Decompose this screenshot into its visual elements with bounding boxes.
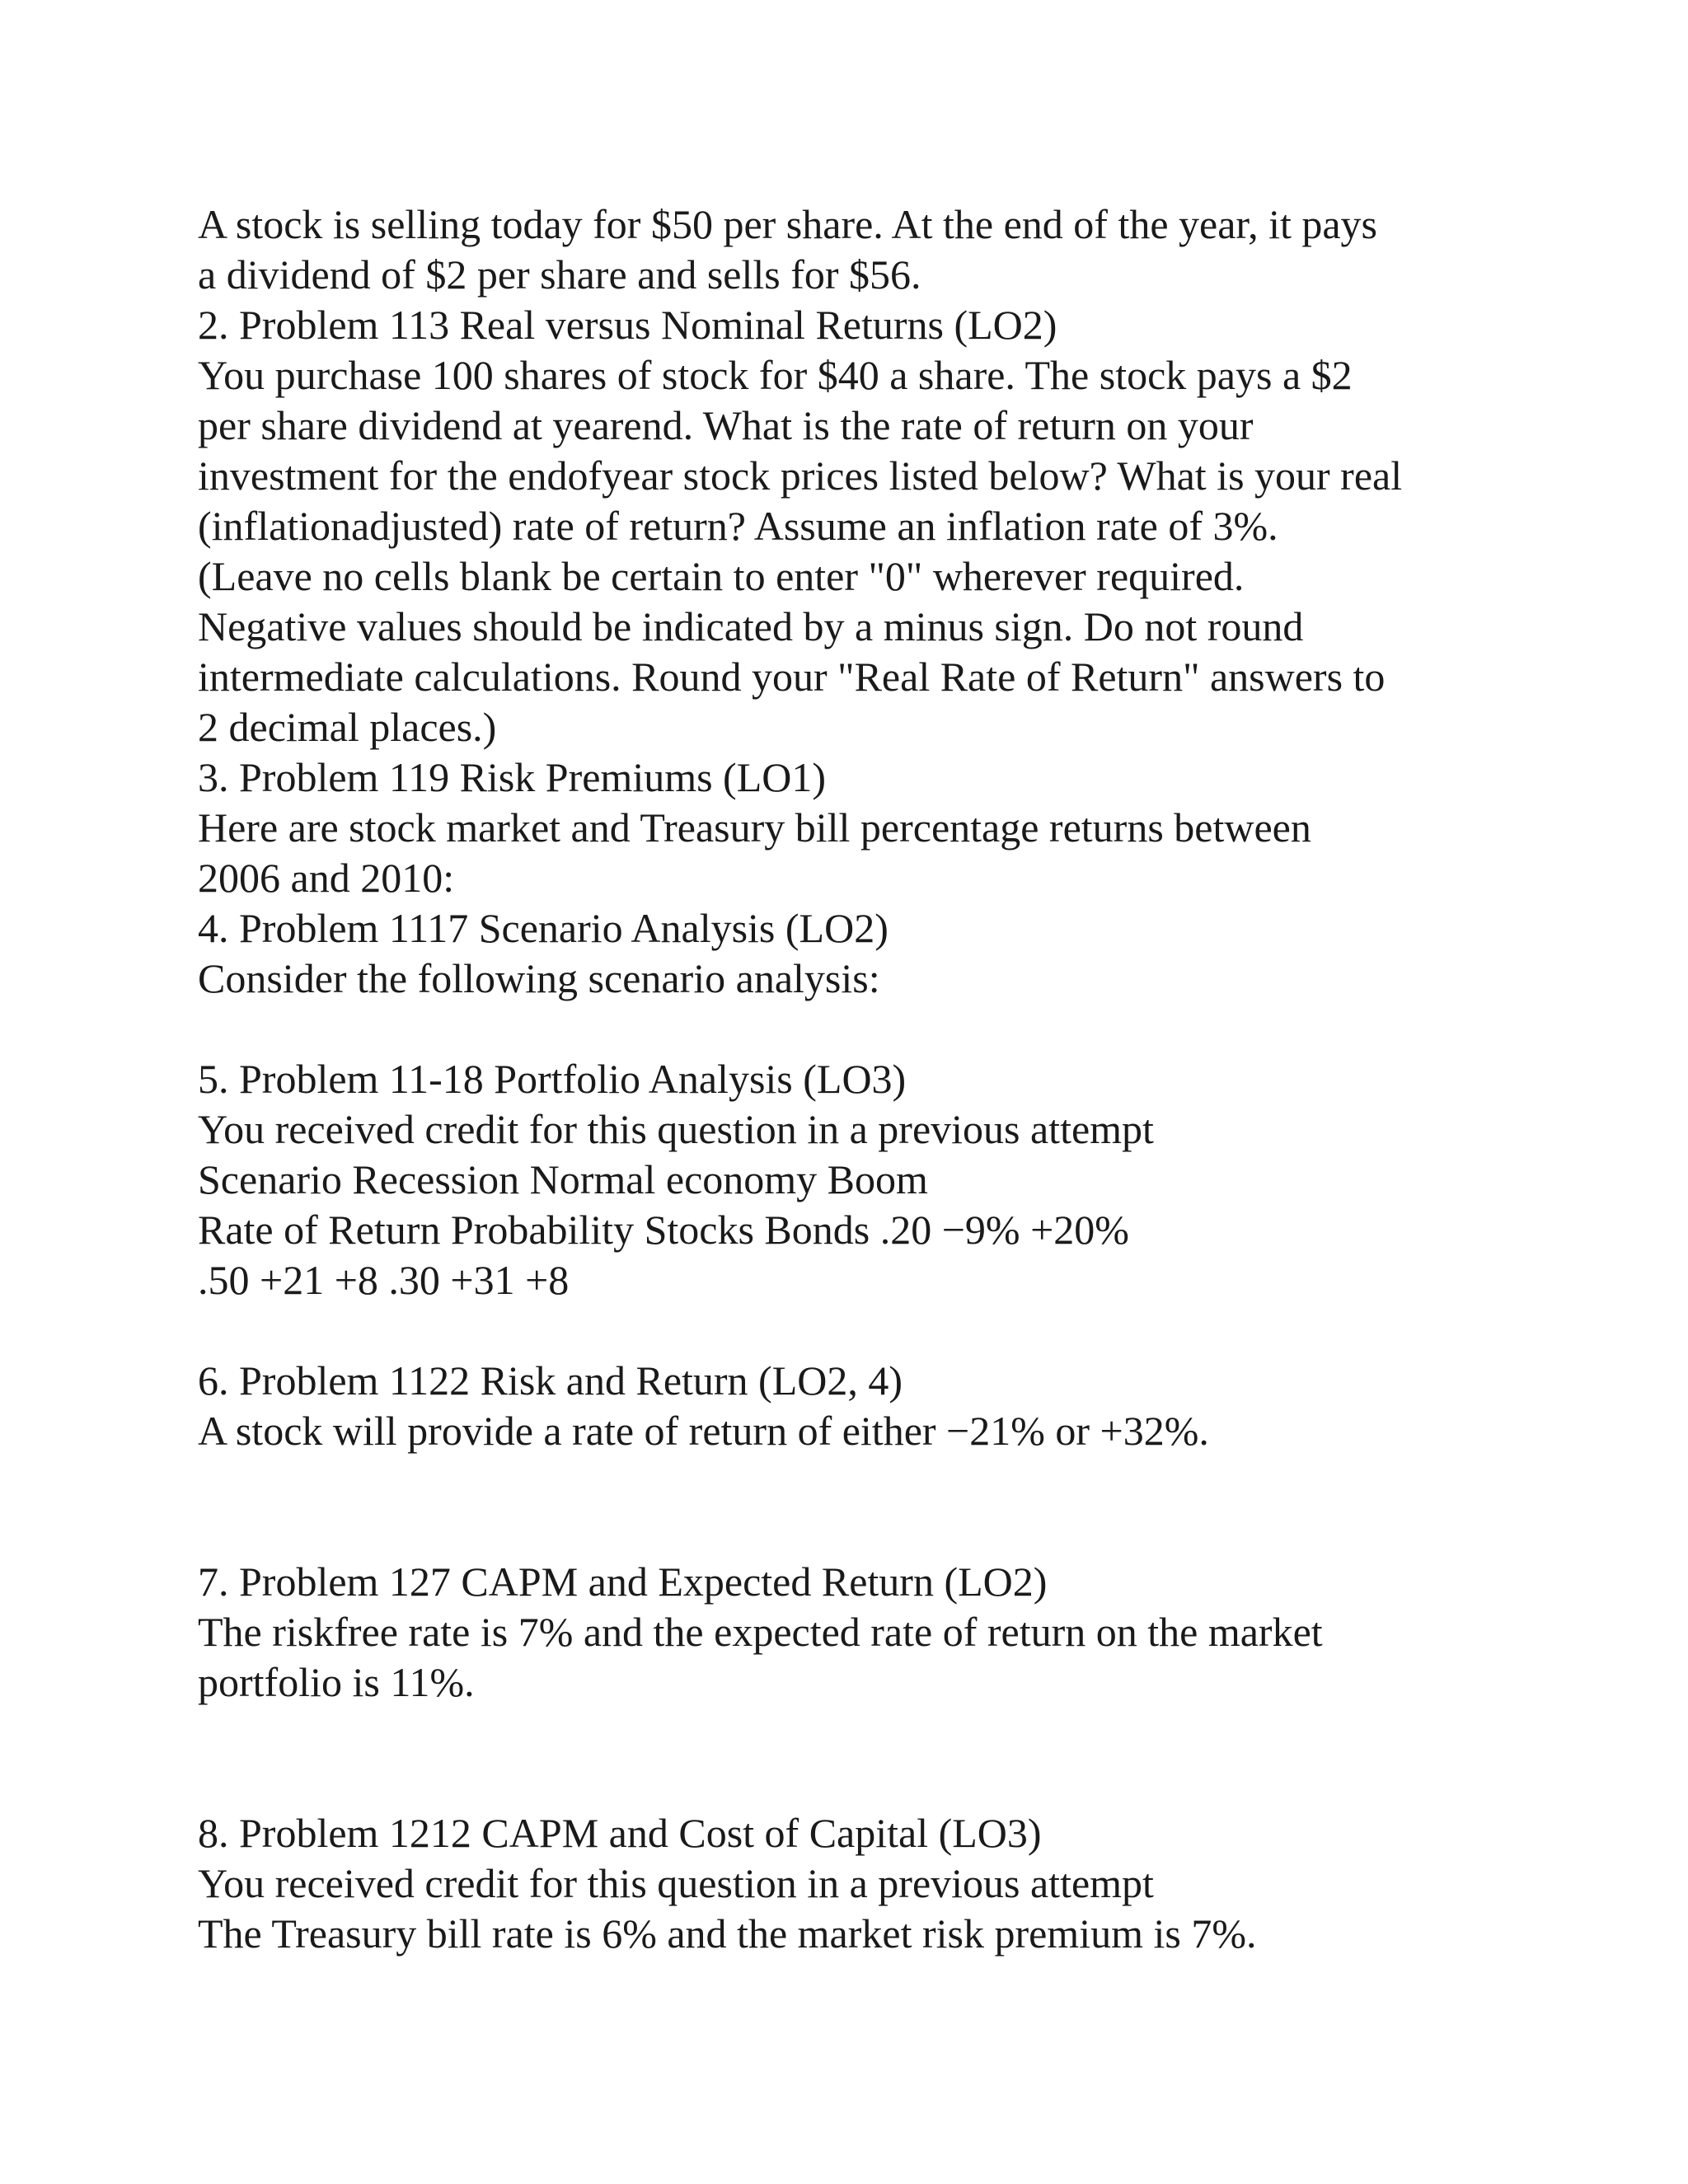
text-line: Scenario Recession Normal economy Boom [198,1156,928,1202]
text-line: portfolio is 11%. [198,1659,475,1705]
problem-heading: 7. Problem 127 CAPM and Expected Return (LO2) [198,1558,1048,1605]
text-line: per share dividend at yearend. What is the rate of return on your [198,402,1254,448]
blank-line [198,1004,1517,1054]
text-line: Rate of Return Probability Stocks Bonds .20 −9% +20% [198,1207,1129,1253]
text-line: A stock will provide a rate of return of either −21% or +32%. [198,1408,1209,1454]
problem-heading: 3. Problem 119 Risk Premiums (LO1) [198,754,827,800]
text-line: (Leave no cells blank be certain to enter "0" wherever required. [198,553,1245,599]
text-line: Negative values should be indicated by a minus sign. Do not round [198,603,1304,649]
blank-line [198,1456,1517,1557]
blank-line [198,1708,1517,1808]
document-body [198,199,1517,1959]
text-line: investment for the endofyear stock prices listed below? What is your real [198,452,1403,499]
text-line: A stock is selling today for $50 per share. At the end of the year, it pays [198,201,1378,247]
problem-heading: 2. Problem 113 Real versus Nominal Returns (LO2) [198,302,1057,348]
problem-heading: 4. Problem 1117 Scenario Analysis (LO2) [198,905,889,951]
text-line: Consider the following scenario analysis: [198,955,880,1001]
problem-heading: 8. Problem 1212 CAPM and Cost of Capital (LO3) [198,1810,1042,1856]
text-line: a dividend of $2 per share and sells for $56. [198,251,921,298]
text-line: You purchase 100 shares of stock for $40 a share. The stock pays a $2 [198,352,1353,398]
text-line: (inflationadjusted) rate of return? Assume an inflation rate of 3%. [198,503,1278,549]
problem-heading: 6. Problem 1122 Risk and Return (LO2, 4) [198,1357,903,1404]
text-line: You received credit for this question in a previous attempt [198,1860,1154,1906]
text-line: .50 +21 +8 .30 +31 +8 [198,1257,570,1303]
text-line: You received credit for this question in a previous attempt [198,1106,1154,1152]
text-line: 2 decimal places.) [198,704,497,750]
text-line: The riskfree rate is 7% and the expected rate of return on the market [198,1609,1323,1655]
text-line: The Treasury bill rate is 6% and the market risk premium is 7%. [198,1910,1257,1957]
text-line: 2006 and 2010: [198,855,455,901]
problem-heading: 5. Problem 11-18 Portfolio Analysis (LO3) [198,1056,907,1102]
text-line: intermediate calculations. Round your "Real Rate of Return" answers to [198,654,1386,700]
blank-line [198,1305,1517,1356]
text-line: Here are stock market and Treasury bill percentage returns between [198,804,1311,851]
